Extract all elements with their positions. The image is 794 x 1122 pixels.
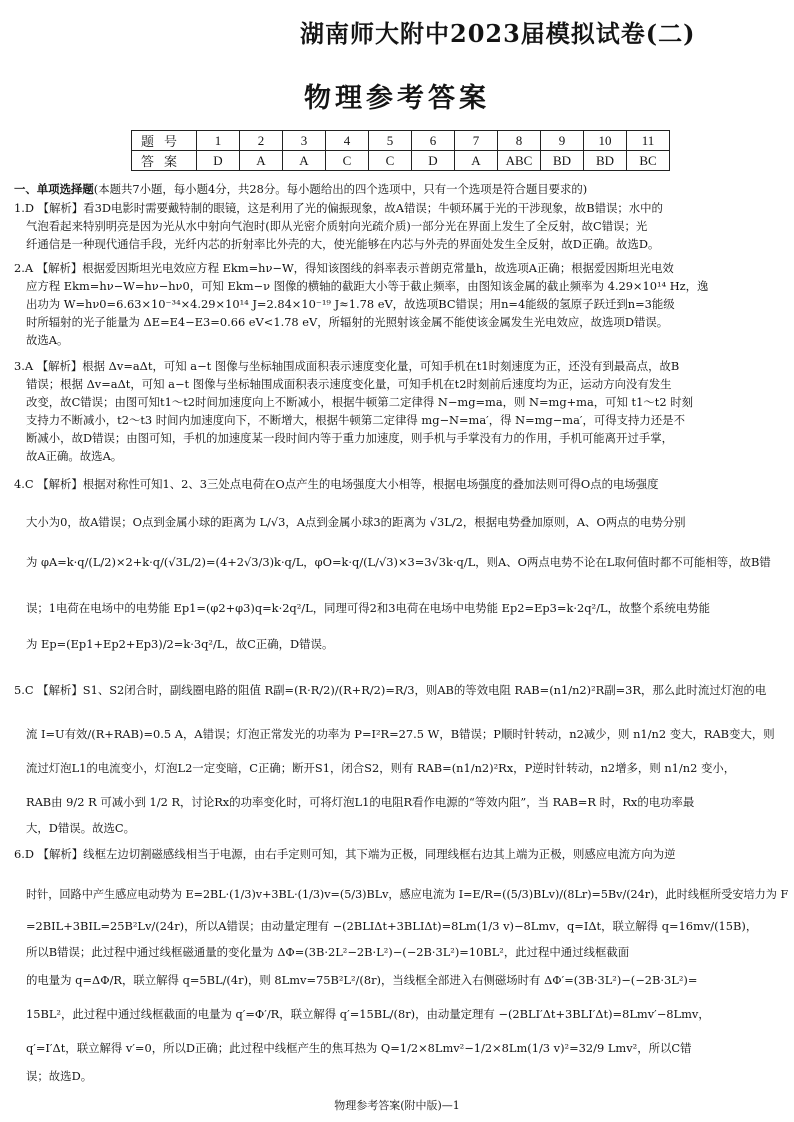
answer-cell: A [455, 151, 498, 171]
solution-line: 5.C 【解析】S1、S2闭合时，副线圈电路的阻值 R副=(R·R/2)/(R+R/2)=R/3，则AB的等效电阻 RAB=(n1/n2)²R副=3R，那么此时流过灯泡的电 [14, 683, 767, 697]
answer-cell: BD [541, 151, 584, 171]
solution-line: 流过灯泡L1的电流变小，灯泡L2一定变暗，C正确；断开S1，闭合S2，则有 RAB=(n1/n2)²Rx，P逆时针转动，n2增多，则 n1/n2 变小， [26, 761, 736, 775]
question-number-cell: 11 [627, 131, 670, 151]
solution-line: 故选A。 [26, 333, 69, 347]
solution-line: 大，D错误。故选C。 [26, 821, 135, 835]
solution-line: 纤通信是一种现代通信手段，光纤内芯的折射率比外壳的大，使光能够在内芯与外壳的界面处发生全反射，故D正确。故选D。 [26, 237, 660, 251]
question-number-cell: 2 [240, 131, 283, 151]
school-exam-title: 湖南师大附中2023届模拟试卷(二) [300, 19, 696, 48]
solution-line: 流 I=U有效/(R+RAB)=0.5 A，A错误；灯泡正常发光的功率为 P=I²R=27.5 W，B错误；P顺时针转动，n2减少，则 n1/n2 变大，RAB变大，则 [26, 727, 775, 741]
document-title: 物理参考答案 [304, 83, 490, 114]
solution-line: 改变，故C错误；由图可知t1～t2时间加速度向上不断减小，根据牛顿第二定律得 N−mg=ma，则 N=mg+ma，可知 t1～t2 时刻 [26, 395, 693, 409]
solution-line: 15BL²，此过程中通过线框截面的电量为 q′=Φ′/R，联立解得 q′=15BL/(8r)，由动量定理有 −(2BLI′Δt+3BLI′Δt)=8Lmv′−8Lmv， [26, 1007, 710, 1021]
solution-line: 的电量为 q=ΔΦ/R，联立解得 q=5BL/(4r)，则 8Lmv=75B²L²/(8r)，当线框全部进入右侧磁场时有 ΔΦ′=(3B·3L²)−(−2B·3L²)= [26, 973, 698, 987]
answer-cell: ABC [498, 151, 541, 171]
question-number-cell: 9 [541, 131, 584, 151]
solution-line: 误；1电荷在电场中的电势能 Ep1=(φ2+φ3)q=k·2q²/L，同理可得2和3电荷在电场中电势能 Ep2=Ep3=k·2q²/L，故整个系统电势能 [26, 601, 711, 615]
question-number-cell: 10 [584, 131, 627, 151]
solution-line: 气泡看起来特别明亮是因为光从水中射向气泡时(即从光密介质射向光疏介质)一部分光在界面上发生了全反射，故C错误；光 [26, 219, 648, 233]
solution-line: 断减小，故D错误；由图可知，手机的加速度某一段时间内等于重力加速度，则手机与手掌没有力的作用，手机可能离开过手掌， [26, 431, 674, 445]
solution-line: =2BIL+3BIL=25B²Lv/(24r)，所以A错误；由动量定理有 −(2BLIΔt+3BLIΔt)=8Lm(1/3 v)−8Lmv，q=IΔt，联立解得 q=16mv/(15B)， [26, 919, 758, 933]
answer-key-table [131, 130, 670, 171]
answer-cell: D [197, 151, 240, 171]
solution-line: 误；故选D。 [26, 1069, 93, 1083]
answer-cell: A [240, 151, 283, 171]
question-number-cell: 5 [369, 131, 412, 151]
answer-cell: C [369, 151, 412, 171]
solution-line: 出功为 W=hν0=6.63×10⁻³⁴×4.29×10¹⁴ J=2.84×10⁻¹⁹ J≈1.78 eV，故选项BC错误；用n=4能级的氢原子跃迁到n=3能级 [26, 297, 675, 311]
solution-line: 4.C 【解析】根据对称性可知1、2、3三处点电荷在O点产生的电场强度大小相等，根据电场强度的叠加法则可得O点的电场强度 [14, 477, 659, 491]
solution-line: 6.D 【解析】线框左边切割磁感线相当于电源，由右手定则可知，其下端为正极，同理线框右边其上端为正极，则感应电流方向为逆 [14, 847, 676, 861]
answer-cell: A [283, 151, 326, 171]
solution-line: 错误；根据 Δv=aΔt，可知 a−t 图像与坐标轴围成面积表示速度变化量，可知手机在t2时刻前后速度均为正，运动方向没有发生 [26, 377, 672, 391]
page-footer: 物理参考答案(附中版)—1 [334, 1099, 460, 1112]
solution-line: 1.D 【解析】看3D电影时需要戴特制的眼镜，这是利用了光的偏振现象，故A错误；牛顿环属于光的干涉现象，故B错误；水中的 [14, 201, 663, 215]
section-requirement: (本题共7小题，每小题4分，共28分。每小题给出的四个选项中，只有一个选项是符合题目要求的) [93, 182, 588, 196]
solution-line: 支持力不断减小，t2～t3 时间内加速度向下，不断增大，根据牛顿第二定律得 mg−N=ma′，得 N=mg−ma′，可得支持力还是不 [26, 413, 685, 427]
solution-line: 应方程 Ekm=hν−W=hν−hν0，可知 Ekm−ν 图像的横轴的截距大小等于截止频率，由图知该金属的截止频率为 4.29×10¹⁴ Hz，逸 [26, 279, 709, 293]
solution-line: 所以B错误；此过程中通过线框磁通量的变化量为 ΔΦ=(3B·2L²−2B·L²)−(−2B·3L²)=10BL²，此过程中通过线框截面 [26, 945, 630, 959]
solution-line: 2.A 【解析】根据爱因斯坦光电效应方程 Ekm=hν−W，得知该图线的斜率表示普朗克常量h，故选项A正确；根据爱因斯坦光电效 [14, 261, 674, 275]
solution-line: 为 Ep=(Ep1+Ep2+Ep3)/2=k·3q²/L，故C正确，D错误。 [26, 637, 334, 651]
solution-line: 故A正确。故选A。 [26, 449, 123, 463]
solution-line: 时所辐射的光子能量为 ΔE=E4−E3=0.66 eV<1.78 eV，所辐射的光照射该金属不能使该金属发生光电效应，故选项D错误。 [26, 315, 669, 329]
section-title: 一、单项选择题 [14, 182, 94, 196]
question-number-cell: 4 [326, 131, 369, 151]
row-label-question: 题号 [132, 131, 197, 151]
solution-line: 3.A 【解析】根据 Δv=aΔt，可知 a−t 图像与坐标轴围成面积表示速度变化量，可知手机在t1时刻速度为正，还没有到最高点，故B [14, 359, 680, 373]
section-heading [14, 181, 587, 197]
question-number-cell: 1 [197, 131, 240, 151]
answer-cell: BD [584, 151, 627, 171]
row-label-answer: 答案 [132, 151, 197, 171]
answer-cell: C [326, 151, 369, 171]
answer-cell: D [412, 151, 455, 171]
solution-line: 时针，回路中产生感应电动势为 E=2BL·(1/3)v+3BL·(1/3)v=(5/3)BLv，感应电流为 I=E/R=((5/3)BLv)/(8Lr)=5Bv/(24r)，此时线框所受安培力为 F [26, 887, 789, 901]
solution-line: 大小为0，故A错误；O点到金属小球的距离为 L/√3，A点到金属小球3的距离为 √3L/2，根据电势叠加原则，A、O两点的电势分别 [26, 515, 686, 529]
answer-row [132, 151, 670, 171]
question-number-cell: 3 [283, 131, 326, 151]
solution-line: q′=I′Δt，联立解得 v′=0，所以D正确；此过程中线框产生的焦耳热为 Q=1/2×8Lmv²−1/2×8Lm(1/3 v)²=32/9 Lmv²，所以C错 [26, 1041, 692, 1055]
question-number-cell: 8 [498, 131, 541, 151]
answer-cell: BC [627, 151, 670, 171]
question-number-row [132, 131, 670, 151]
question-number-cell: 6 [412, 131, 455, 151]
solution-line: 为 φA=k·q/(L/2)×2+k·q/(√3L/2)=(4+2√3/3)k·q/L，φO=k·q/(L/√3)×3=3√3k·q/L，则A、O两点电势不论在L取何值时都不可能相等，故B错 [26, 555, 771, 569]
solution-line: RAB由 9/2 R 可减小到 1/2 R，讨论Rx的功率变化时，可将灯泡L1的电阻R看作电源的“等效内阻”，当 RAB=R 时，Rx的电功率最 [26, 795, 695, 809]
question-number-cell: 7 [455, 131, 498, 151]
